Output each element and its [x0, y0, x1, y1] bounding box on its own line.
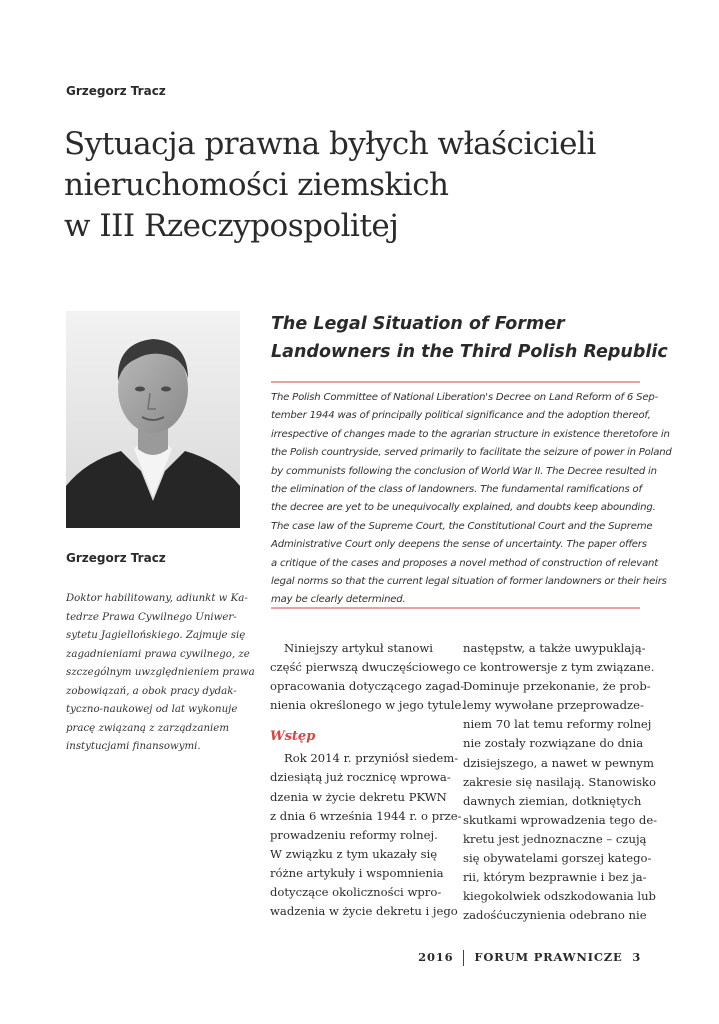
body-line: Rok 2014 r. przyniósł siedem-	[284, 751, 459, 766]
body-line: dziesiątą już rocznicę wprowa-	[270, 770, 451, 785]
abstract-top-rule	[271, 381, 640, 383]
bio-line: tedrze Prawa Cywilnego Uniwer-	[66, 611, 237, 623]
body-line: ce kontrowersje z tym związane.	[463, 660, 655, 675]
footer-separator	[463, 950, 464, 966]
english-title-line: Landowners in the Third Polish Republic	[271, 342, 668, 362]
body-line: wadzenia w życie dekretu i jego	[270, 904, 458, 919]
author-name-sidebar: Grzegorz Tracz	[66, 551, 166, 565]
english-title	[271, 310, 668, 366]
bio-line: Doktor habilitowany, adiunkt w Ka-	[66, 593, 248, 604]
abstract-line: the Polish countryside, served primarily to facilitate the seizure of power in Poland	[271, 447, 672, 459]
abstract-line: Administrative Court only deepens the sense of uncertainty. The paper offers	[271, 539, 647, 551]
abstract-bottom-rule	[271, 607, 640, 609]
english-title-line: The Legal Situation of Former	[271, 314, 565, 334]
page-footer	[418, 950, 641, 966]
abstract-line: legal norms so that the current legal situation of former landowners or their heirs	[271, 576, 667, 588]
body-line: dotyczące okoliczności wpro-	[270, 885, 442, 900]
body-line: dzenia w życie dekretu PKWN	[270, 789, 447, 804]
body-line: z dnia 6 września 1944 r. o prze-	[270, 808, 462, 823]
body-line: rii, którym bezprawnie i bez ja-	[463, 870, 647, 885]
abstract-line: may be clearly determined.	[271, 594, 406, 606]
bio-line: zobowiązań, a obok pracy dydak-	[66, 685, 237, 697]
body-line: lemy wywołane przeprowadze-	[463, 698, 644, 713]
abstract-line: irrespective of changes made to the agrarian structure in existence theretofore in	[271, 428, 670, 440]
title-line: w III Rzeczypospolitej	[64, 208, 399, 244]
body-line: dawnych ziemian, dotkniętych	[463, 793, 642, 808]
abstract-line: a critique of the cases and proposes a novel method of construction of relevant	[271, 557, 659, 569]
body-line: Dominuje przekonanie, że prob-	[463, 679, 651, 694]
body-column-left	[270, 639, 466, 921]
body-line: kiegokolwiek odszkodowania lub	[463, 889, 656, 904]
body-line: Niniejszy artykuł stanowi	[284, 641, 433, 655]
body-line: zakresie się nasilają. Stanowisko	[463, 774, 656, 789]
body-line: dzisiejszego, a nawet w pewnym	[463, 755, 654, 770]
bio-line: sytetu Jagiellońskiego. Zajmuje się	[66, 630, 246, 641]
abstract-line: The case law of the Supreme Court, the Constitutional Court and the Supreme	[271, 520, 653, 532]
body-line: nienia określonego w jego tytule.	[270, 698, 466, 713]
bio-line: szczególnym uwzględnieniem prawa	[66, 667, 255, 678]
article-title	[64, 124, 664, 247]
page-number: 3	[632, 950, 641, 964]
abstract	[271, 389, 672, 610]
body-line: różne artykuły i wspomnienia	[270, 865, 444, 880]
bio-line: zagadnieniami prawa cywilnego, ze	[66, 648, 250, 660]
body-line: część pierwszą dwuczęściowego	[270, 660, 461, 675]
body-line: niem 70 lat temu reformy rolnej	[463, 717, 652, 732]
author-photo	[66, 311, 240, 528]
author-name-header: Grzegorz Tracz	[66, 84, 166, 98]
body-line: prowadzeniu reformy rolnej.	[270, 827, 438, 842]
body-line: skutkami wprowadzenia tego de-	[463, 812, 658, 827]
title-line: nieruchomości ziemskich	[64, 167, 449, 203]
body-line: nie zostały rozwiązane do dnia	[463, 736, 644, 751]
bio-line: pracę związaną z zarządzaniem	[66, 722, 229, 734]
abstract-line: The Polish Committee of National Liberation's Decree on Land Reform of 6 Sep-	[271, 392, 659, 403]
bio-line: tyczno-naukowej od lat wykonuje	[66, 704, 238, 715]
body-line: opracowania dotyczącego zagad-	[270, 679, 465, 694]
bio-line: instytucjami finansowymi.	[66, 741, 201, 752]
abstract-line: by communists following the conclusion of World War II. The Decree resulted in	[271, 465, 657, 477]
abstract-line: the decree are yet to be unequivocally explained, and doubts keep abounding.	[271, 502, 656, 514]
footer-journal: FORUM PRAWNICZE	[474, 950, 623, 964]
body-line: zadośćuczynienia odebrano nie	[463, 908, 647, 923]
body-line: W związku z tym ukazały się	[270, 846, 438, 861]
abstract-line: tember 1944 was of principally political significance and the adoption thereof,	[271, 410, 651, 422]
body-line: się obywatelami gorszej katego-	[463, 851, 652, 866]
body-line: kretu jest jednoznaczne – czują	[463, 831, 647, 846]
abstract-line: the elimination of the class of landowners. The fundamental ramifications of	[271, 484, 642, 496]
body-column-right	[463, 639, 658, 925]
body-line: następstw, a także uwypuklają-	[463, 641, 646, 655]
title-line: Sytuacja prawna byłych właścicieli	[64, 126, 596, 162]
footer-year: 2016	[418, 950, 454, 964]
author-bio	[66, 590, 255, 757]
section-heading: Wstęp	[270, 729, 316, 745]
